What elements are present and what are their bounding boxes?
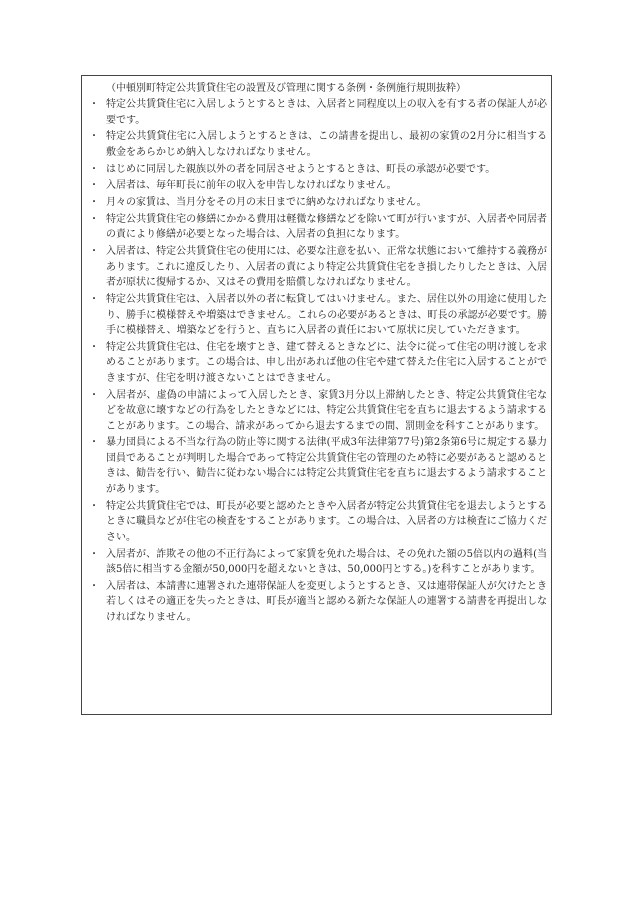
bullet-icon: ・: [89, 99, 99, 110]
list-item: [88, 499, 547, 546]
regulation-list: [88, 97, 547, 625]
list-item-text: 入居者は、本請書に連署された連帯保証人を変更しようとするとき、又は連帯保証人が欠けたとき若しくはその適正を失ったときは、町長が適当と認める新たな保証人の連署する請書を再提出しなければなりません。: [106, 580, 547, 623]
list-item: [88, 244, 547, 291]
list-item: [88, 340, 547, 387]
list-item-text: 入居者は、特定公共賃貸住宅の使用には、必要な注意を払い、正常な状態において維持する義務があります。これに違反したり、入居者の責により特定公共賃貸住宅をき損したりしたときは、入居者が原状に復帰するか、又はその費用を賠償しなければなりません。: [106, 246, 547, 289]
list-item-text: はじめに同居した親族以外の者を同居させようとするときは、町長の承認が必要です。: [106, 163, 496, 175]
list-item-text: 特定公共賃貸住宅は、入居者以外の者に転貸してはいけません。また、居住以外の用途に使用したり、勝手に模様替えや増築はできません。これらの必要があるときは、町長の承認が必要です。勝手に模様替え、増築などを行うと、直ちに入居者の責任において原状に戻していただきます。: [106, 294, 547, 337]
list-item: [88, 547, 547, 578]
list-item: [88, 292, 547, 339]
list-item: [88, 435, 547, 497]
list-item: [88, 129, 547, 160]
bullet-icon: ・: [89, 294, 99, 306]
bullet-icon: ・: [89, 197, 99, 209]
list-item: [88, 212, 547, 243]
list-item-text: 暴力団員による不当な行為の防止等に関する法律(平成3年法律第77号)第2条第6号に規定する暴力団員であることが判明した場合であって特定公共賃貸住宅の管理のため特に必要があると認めるときは、勧告を行い、勧告に従わない場合には特定公共賃貸住宅を直ちに退去するよう請求することがあります。: [106, 437, 547, 495]
list-item: [88, 195, 547, 211]
list-item: [88, 97, 547, 128]
bullet-icon: ・: [89, 580, 99, 592]
list-item-text: 特定公共賃貸住宅に入居しようとするときは、この請書を提出し、最初の家賃の2月分に相当する敷金をあらかじめ納入しなければなりません。: [106, 131, 547, 158]
excerpt-heading: （中頓別町特定公共賃貸住宅の設置及び管理に関する条例・条例施行規則抜粋）: [106, 83, 466, 94]
list-item-text: 入居者が、詐欺その他の不正行為によって家賃を免れた場合は、その免れた額の5倍以内の過料(当該5倍に相当する金額が50,000円を超えないときは、50,000円とする。)を科すことがあります。: [106, 548, 547, 576]
bullet-icon: ・: [89, 548, 99, 560]
bullet-icon: ・: [89, 180, 99, 192]
bullet-icon: ・: [89, 246, 99, 258]
list-item: [88, 579, 547, 626]
bullet-icon: ・: [89, 163, 99, 175]
bullet-icon: ・: [89, 131, 99, 143]
list-item-text: 月々の家賃は、当月分をその月の末日までに納めなければなりません。: [106, 197, 427, 209]
bullet-icon: ・: [89, 437, 99, 449]
list-item: [88, 178, 547, 194]
list-item-text: 入居者が、虚偽の申請によって入居したとき、家賃3月分以上滞納したとき、特定公共賃貸住宅などを故意に壊すなどの行為をしたときなどには、特定公共賃貸住宅を直ちに退去するよう請求することがあります。この場合、請求があってから退去するまでの間、罰則金を科すことがあります。: [106, 389, 547, 432]
list-item-text: 特定公共賃貸住宅の修繕にかかる費用は軽微な修繕などを除いて町が行いますが、入居者や同居者の責により修繕が必要となった場合は、入居者の負担になります。: [106, 213, 547, 241]
bullet-icon: ・: [89, 500, 99, 512]
regulation-excerpt-box: [81, 75, 552, 715]
list-item-text: 特定公共賃貸住宅に入居しようとするときは、入居者と同程度以上の収入を有する者の保証人が必要です。: [106, 99, 547, 126]
bullet-icon: ・: [89, 389, 99, 401]
list-item: [88, 388, 547, 435]
list-item: [88, 162, 547, 178]
list-item-text: 特定公共賃貸住宅は、住宅を壊すとき、建て替えるときなどに、法令に従って住宅の明け渡しを求めることがあります。この場合は、申し出があれば他の住宅や建て替えた住宅に入居することができますが、住宅を明け渡さないことはできません。: [106, 341, 547, 384]
bullet-icon: ・: [89, 341, 99, 353]
bullet-icon: ・: [89, 213, 99, 225]
list-item-text: 入居者は、毎年町長に前年の収入を申告しなければなりません。: [106, 180, 397, 192]
list-item-text: 特定公共賃貸住宅では、町長が必要と認めたときや入居者が特定公共賃貸住宅を退去しようとするときに職員などが住宅の検査をすることがあります。この場合は、入居者の方は検査にご協力ください。: [106, 500, 547, 543]
